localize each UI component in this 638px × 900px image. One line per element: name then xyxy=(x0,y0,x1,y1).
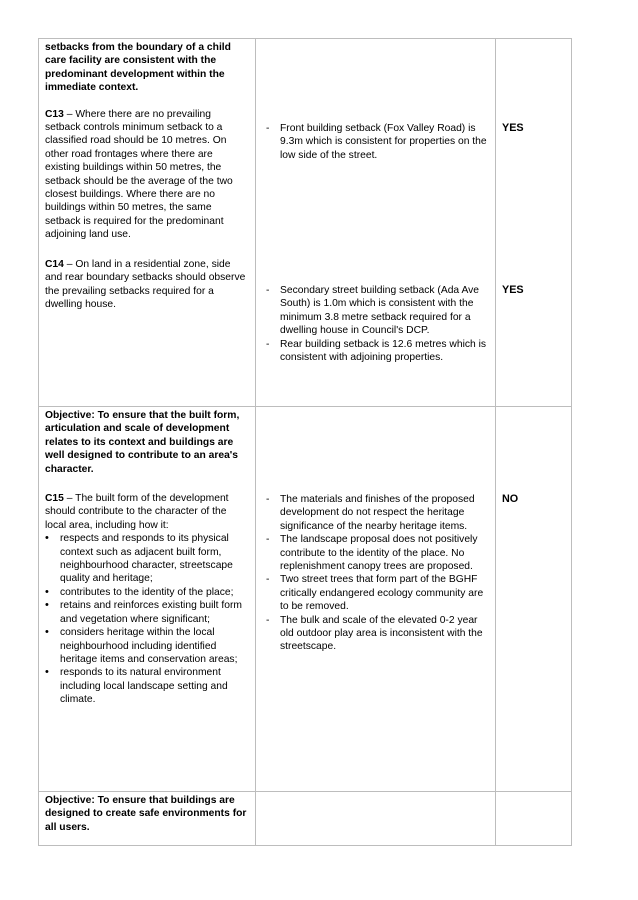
control-c14 xyxy=(45,258,249,312)
table-row xyxy=(39,792,572,846)
control-cell xyxy=(39,39,256,407)
bullet-item: • considers heritage within the local neighbourhood including identified heritage items and conservation areas; xyxy=(45,626,249,666)
comment-item: - Front building setback (Fox Valley Road) is 9.3m which is consistent for properties on the low side of the street. xyxy=(264,122,491,162)
assessment-table xyxy=(38,38,572,846)
verdict-c15: NO xyxy=(502,493,519,505)
comment-list-c13 xyxy=(264,122,491,284)
verdict-cell xyxy=(496,792,572,846)
control-code: C14 xyxy=(45,258,64,270)
comment-item: - Rear building setback is 12.6 metres which is consistent with adjoining properties. xyxy=(264,338,491,365)
control-text: – Where there are no prevailing setback controls minimum setback to a classified road should be 10 metres. On other road frontages where there are existing buildings within 50 metres, the setback should be the average of the two closest buildings. Where there are no buildings within 50 metres, the same setback is required for the predominant adjoining land use. xyxy=(45,108,233,241)
objective-text: setbacks from the boundary of a child care facility are consistent with the predominant development within the immediate context. xyxy=(45,42,231,94)
bullet-item: • respects and responds to its physical context such as adjacent built form, neighbourhood character, streetscape quality and heritage; xyxy=(45,532,249,586)
comment-list-c14 xyxy=(264,284,491,364)
comment-cell xyxy=(256,407,496,792)
comment-cell xyxy=(256,39,496,407)
bullet-item: • retains and reinforces existing built form and vegetation where significant; xyxy=(45,599,249,626)
table-row xyxy=(39,407,572,792)
comment-item: - Two street trees that form part of the BGHF critically endangered ecology community are to be removed. xyxy=(264,573,491,613)
bullet-item: • contributes to the identity of the place; xyxy=(45,586,249,599)
objective-text: Objective: To ensure that buildings are designed to create safe environments for all users. xyxy=(45,795,247,833)
verdict-cell xyxy=(496,39,572,407)
control-code: C15 xyxy=(45,493,64,505)
verdict-c14: YES xyxy=(502,284,524,296)
comment-cell xyxy=(256,792,496,846)
table-row xyxy=(39,39,572,407)
comment-item: - Secondary street building setback (Ada Ave South) is 1.0m which is consistent with the minimum 3.8 metre setback required for a dwelling house in Council's DCP. xyxy=(264,284,491,338)
control-c13 xyxy=(45,108,249,242)
verdict-c13: YES xyxy=(502,122,524,134)
objective-text: Objective: To ensure that the built form, articulation and scale of development relates to its context and buildings are well designed to contribute to an area's character. xyxy=(45,410,240,475)
verdict-cell xyxy=(496,407,572,792)
comment-item: - The landscape proposal does not positively contribute to the identity of the place. No replenishment canopy trees are proposed. xyxy=(264,533,491,573)
control-c15 xyxy=(45,492,249,532)
control-code: C13 xyxy=(45,108,64,120)
control-cell xyxy=(39,407,256,792)
comment-item: - The bulk and scale of the elevated 0-2 year old outdoor play area is inconsistent with the streetscape. xyxy=(264,614,491,654)
control-text: – On land in a residential zone, side and rear boundary setbacks should observe the prevailing setbacks required for a dwelling house. xyxy=(45,258,246,310)
c15-bullet-list xyxy=(45,532,249,706)
control-text: – The built form of the development should contribute to the character of the local area, including how it: xyxy=(45,493,229,531)
comment-list-c15 xyxy=(264,493,491,654)
bullet-item: • responds to its natural environment including local landscape setting and climate. xyxy=(45,666,249,706)
control-cell xyxy=(39,792,256,846)
comment-item: - The materials and finishes of the proposed development do not respect the heritage significance of the nearby heritage items. xyxy=(264,493,491,533)
